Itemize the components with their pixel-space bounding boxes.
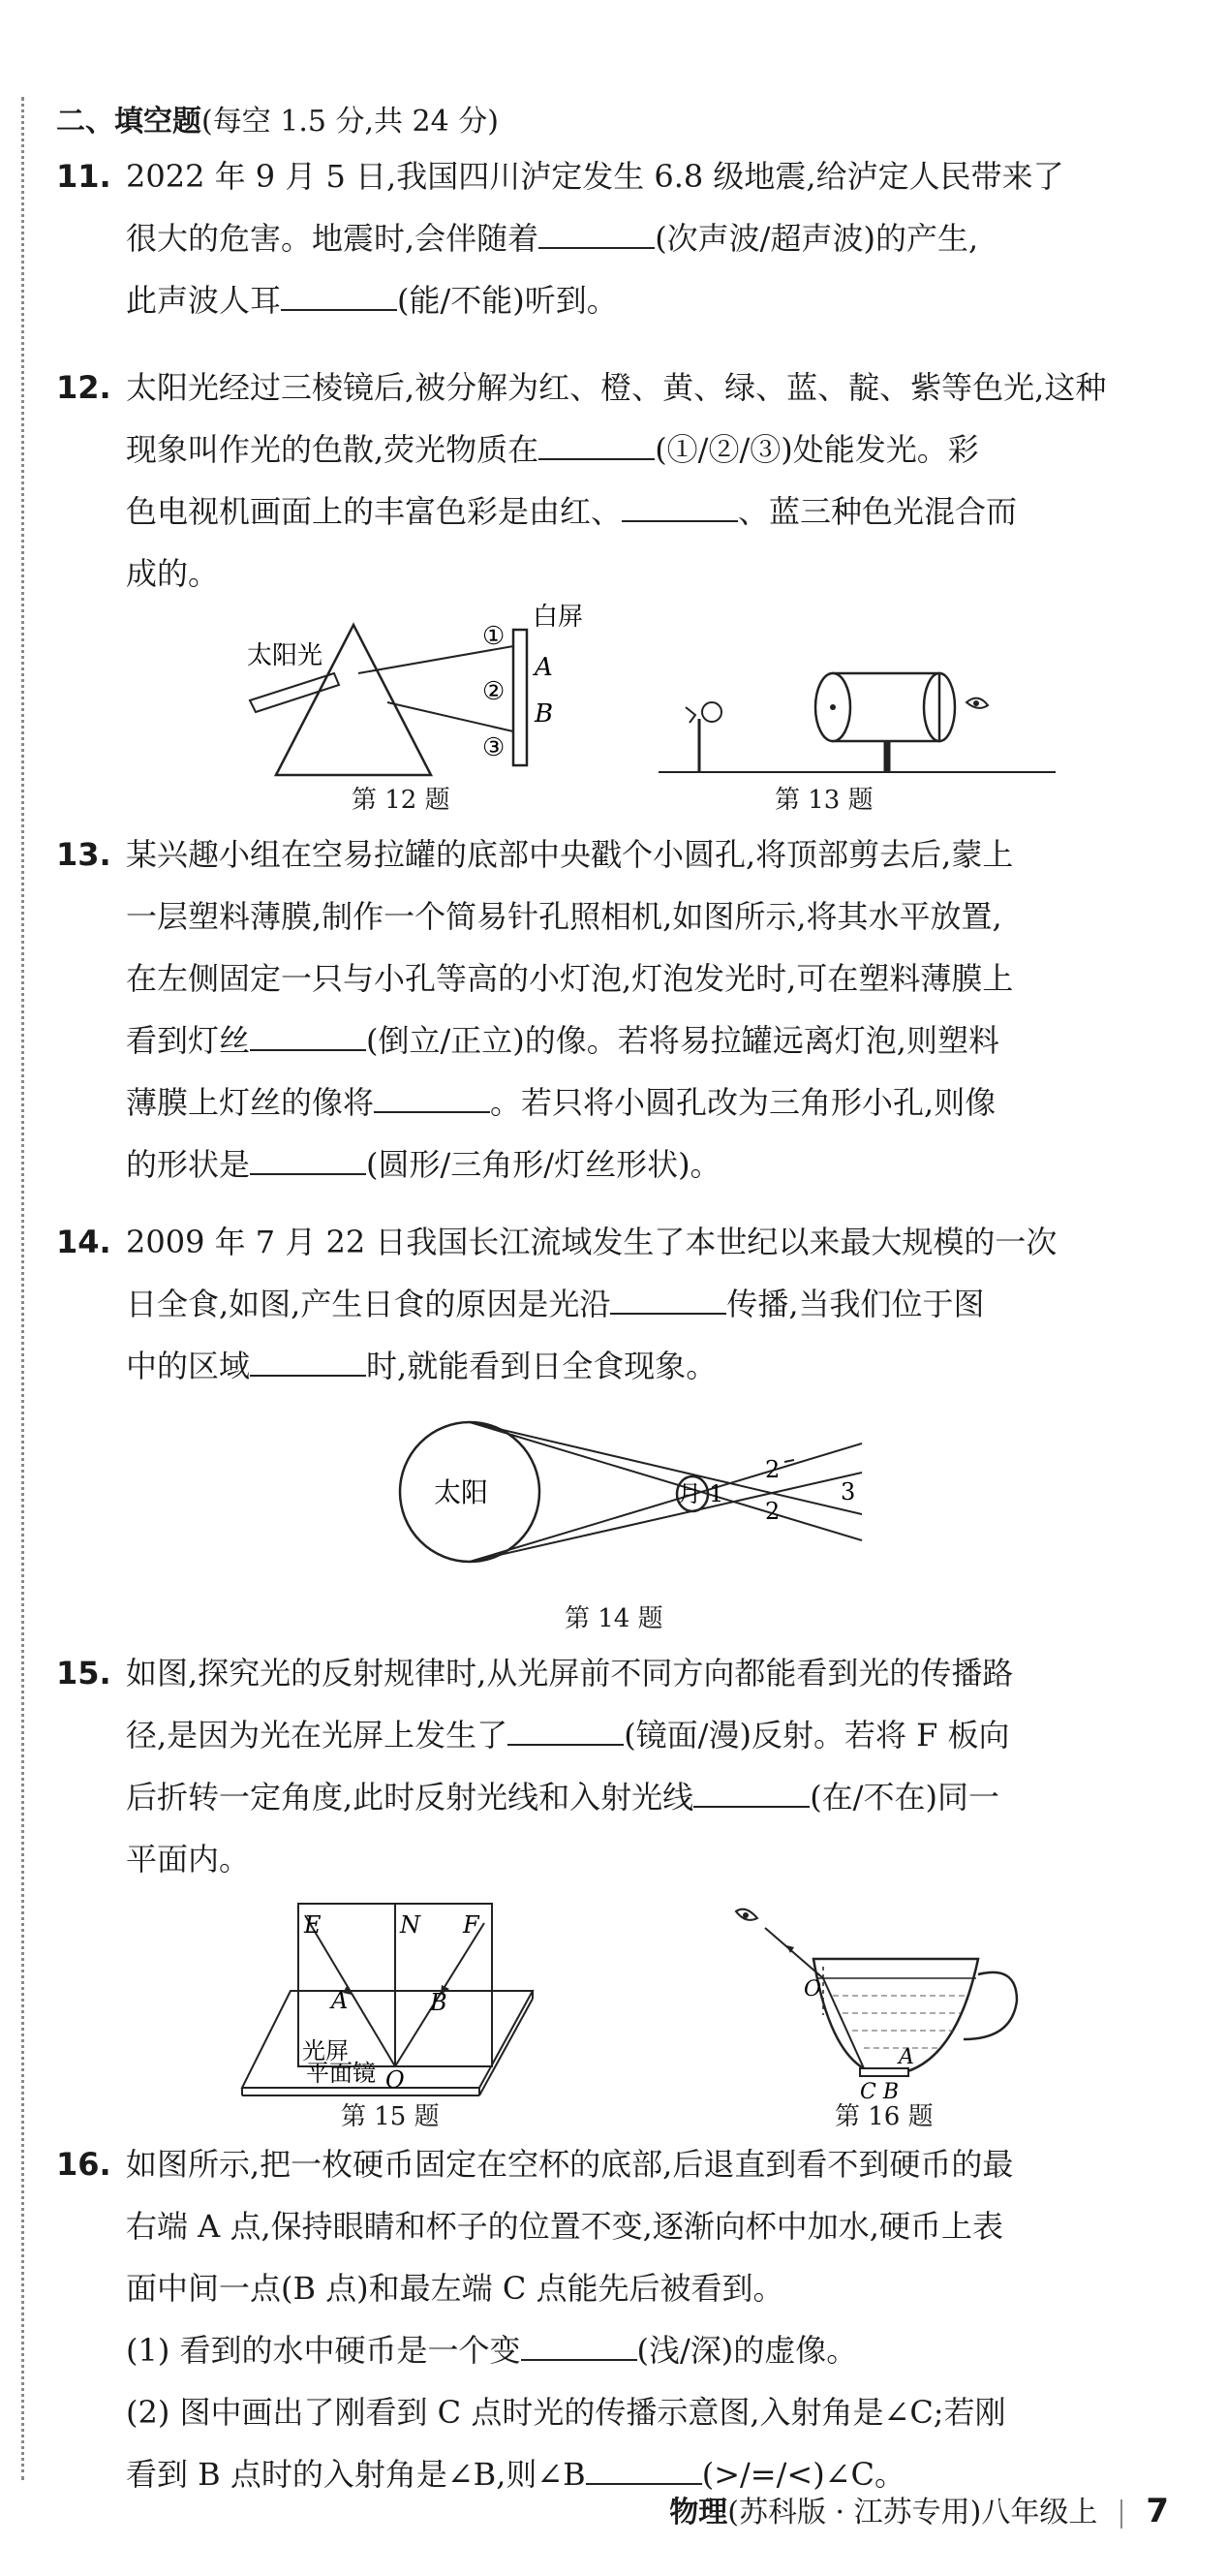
svg-text:B: B — [535, 699, 554, 729]
question-16: 16. 如图所示,把一枚硬币固定在空杯的底部,后退直到看不到硬币的最 右端 A 点,保持眼睛和杯子的位置不变,逐渐向杯中加水,硬币上表 面中间一点(B 点)和最左端 C 点能先后被看到。 (1) 看到的水中硬币是一个变 (浅/深)的虚像。 (2) 图中画出了刚看到 C 点时光的传播示意图,入射角是∠C;若刚 看到 B 点时的入射角是∠B,则∠B (>/=/<)∠C。 — [56, 2133, 1150, 2505]
question-number: 16. — [56, 2146, 111, 2183]
svg-text:N: N — [400, 1911, 420, 1939]
question-number: 12. — [56, 369, 111, 406]
answer-blank[interactable] — [374, 1082, 490, 1113]
question-14: 14. 2009 年 7 月 22 日我国长江流域发生了本世纪以来最大规模的一次 日全食,如图,产生日食的原因是光沿 传播,当我们位于图 中的区域 时,就能看到日全食现象。 — [56, 1211, 1150, 1397]
answer-blank[interactable] — [538, 429, 655, 460]
question-number: 11. — [56, 158, 111, 195]
svg-text:②: ② — [482, 677, 506, 706]
question-15: 15. 如图,探究光的反射规律时,从光屏前不同方向都能看到光的传播路 径,是因为光在光屏上发生了 (镜面/漫)反射。若将 F 板向 后折转一定角度,此时反射光线和入射光线 (在/不在)同一 平面内。 — [56, 1642, 1150, 1890]
svg-text:1: 1 — [709, 1480, 724, 1507]
answer-blank[interactable] — [586, 2454, 702, 2485]
pinhole-camera-figure — [659, 659, 1065, 785]
answer-blank[interactable] — [521, 2330, 637, 2361]
coin-cup-figure — [736, 1909, 1027, 2104]
figure-caption: 第 14 题 — [565, 1604, 663, 1633]
answer-blank[interactable] — [622, 491, 738, 522]
figure-caption: 第 16 题 — [835, 2102, 934, 2131]
svg-text:2: 2 — [765, 1498, 781, 1525]
figure-caption: 第 13 题 — [775, 786, 874, 815]
mirror-label: 平面镜 — [306, 2060, 376, 2087]
answer-blank[interactable] — [250, 1144, 366, 1175]
svg-text:2: 2 — [765, 1456, 781, 1483]
left-margin-rule — [21, 97, 24, 2480]
svg-text:B: B — [430, 1989, 447, 2016]
question-number: 13. — [56, 836, 111, 873]
answer-blank[interactable] — [610, 1284, 726, 1315]
answer-blank[interactable] — [250, 1346, 366, 1377]
question-12: 12. 太阳光经过三棱镜后,被分解为红、橙、黄、绿、蓝、靛、紫等色光,这种 现象叫作光的色散,荧光物质在 (①/②/③)处能发光。彩 色电视机画面上的丰富色彩是由红、 、蓝三种色光混合而 成的。 — [56, 357, 1150, 605]
figure-caption: 第 12 题 — [352, 786, 450, 815]
figure-caption: 第 15 题 — [341, 2102, 440, 2131]
answer-blank[interactable] — [250, 1020, 366, 1051]
prism-figure — [232, 596, 620, 790]
answer-blank[interactable] — [538, 218, 655, 249]
answer-blank[interactable] — [693, 1777, 810, 1808]
svg-text:①: ① — [482, 622, 506, 651]
svg-text:F: F — [463, 1911, 479, 1939]
answer-blank[interactable] — [507, 1715, 624, 1746]
svg-text:A: A — [899, 2045, 914, 2069]
svg-text:O: O — [385, 2066, 405, 2094]
page-number: 7 — [1146, 2492, 1169, 2530]
svg-text:A: A — [331, 1987, 349, 2014]
reflection-figure — [242, 1894, 552, 2107]
page-footer — [669, 2488, 1169, 2530]
svg-text:O: O — [804, 1977, 822, 2002]
question-number: 14. — [56, 1224, 111, 1260]
solar-eclipse-figure — [397, 1395, 881, 1589]
screen-label: 白屏 — [533, 603, 584, 632]
question-number: 15. — [56, 1655, 111, 1691]
subject-label: 物理 — [669, 2496, 728, 2529]
screen-label: 光屏 — [302, 2037, 349, 2064]
svg-text:A: A — [535, 653, 553, 682]
moon-label: 月 — [678, 1480, 701, 1507]
edition-label: (苏科版 · 江苏专用)八年级上 — [727, 2496, 1098, 2529]
svg-text:E: E — [304, 1911, 322, 1939]
question-13: 13. 某兴趣小组在空易拉罐的底部中央戳个小圆孔,将顶部剪去后,蒙上 一层塑料薄膜,制作一个简易针孔照相机,如图所示,将其水平放置, 在左侧固定一只与小孔等高的小灯泡,灯泡发光时,可在塑料薄膜上 看到灯丝 (倒立/正立)的像。若将易拉罐远离灯泡,则塑料 薄膜上灯丝的像将 。若只将小圆孔改为三角形小孔,则像 的形状是 (圆形/三角形/灯丝形状)。 — [56, 823, 1150, 1195]
svg-text:③: ③ — [482, 733, 506, 762]
svg-text:C B: C B — [860, 2080, 899, 2104]
sunlight-label: 太阳光 — [247, 641, 323, 670]
section-heading: 二、填空题(每空 1.5 分,共 24 分) — [56, 105, 499, 139]
question-11: 11. 2022 年 9 月 5 日,我国四川泸定发生 6.8 级地震,给泸定人民带来了 很大的危害。地震时,会伴随着 (次声波/超声波)的产生, 此声波人耳 (能/不能)听到。 — [56, 145, 1150, 331]
answer-blank[interactable] — [281, 280, 397, 311]
sun-label: 太阳 — [434, 1476, 489, 1508]
svg-text:3: 3 — [841, 1478, 856, 1505]
